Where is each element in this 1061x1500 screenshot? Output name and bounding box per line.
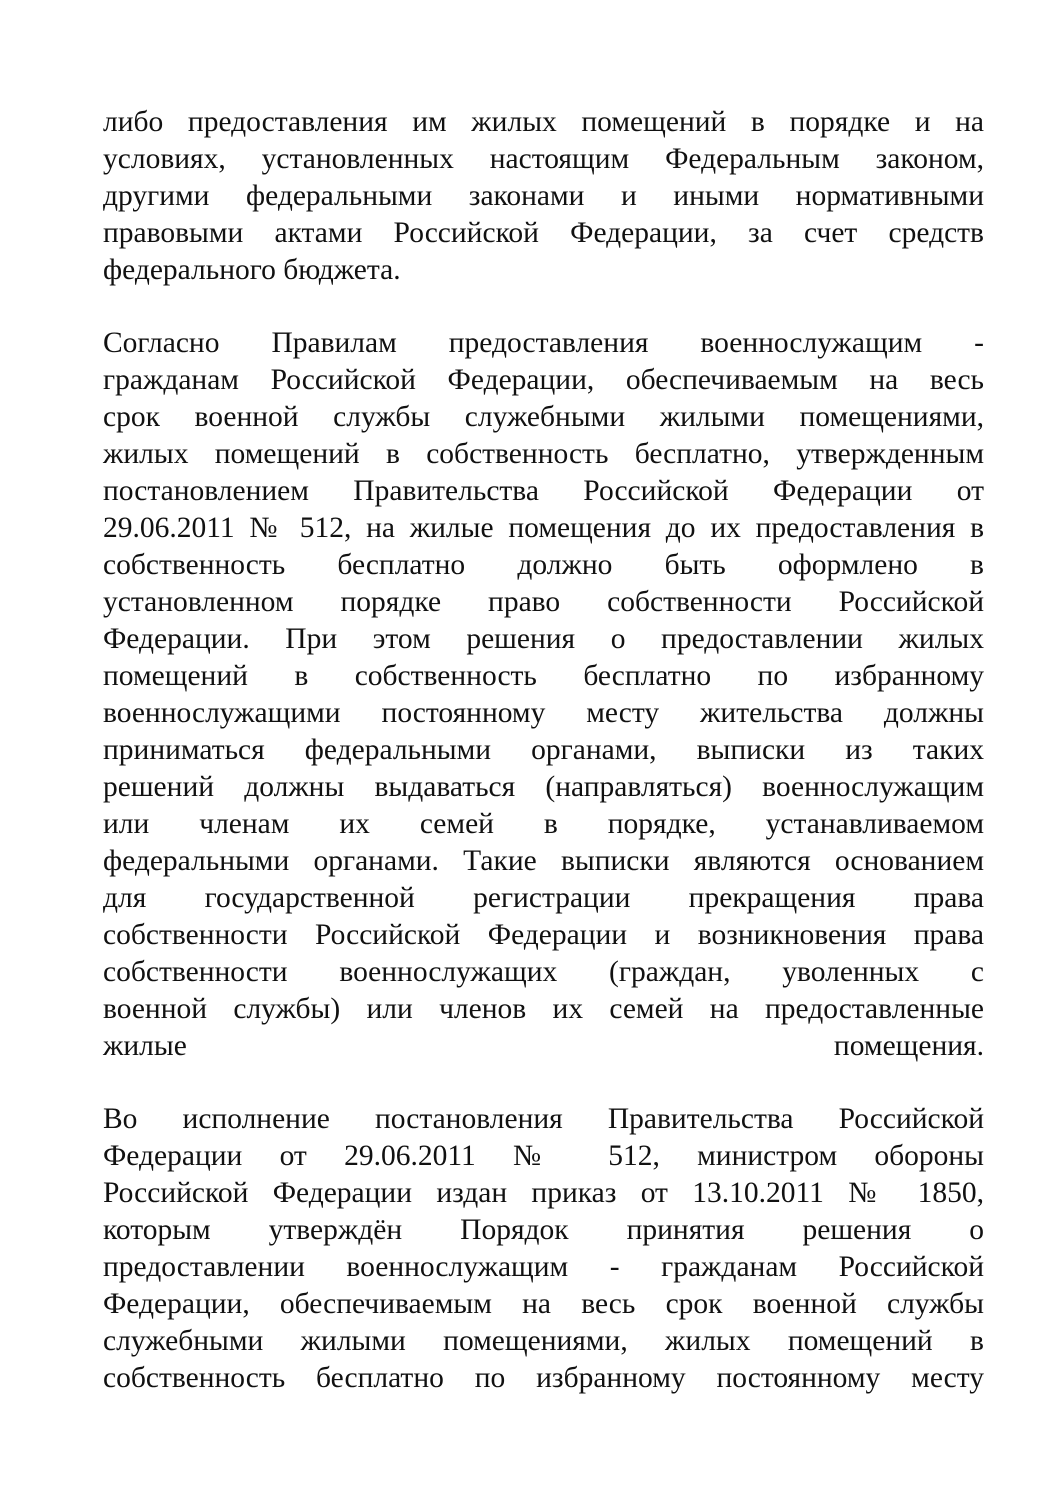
text-line: другими федеральными законами и иными нормативными [103, 180, 984, 212]
text-line: федерального бюджета. [103, 254, 401, 286]
text-line: Российской Федерации издан приказ от 13.10.2011 № 1850, [103, 1177, 984, 1209]
text-line: предоставлении военнослужащим - гражданам Российской [103, 1251, 984, 1283]
text-line: приниматься федеральными органами, выписки из таких [103, 734, 984, 766]
text-line: собственности Российской Федерации и возникновения права [103, 919, 984, 951]
paragraph-1 [103, 104, 984, 289]
text-line: которым утверждён Порядок принятия решения о [103, 1214, 984, 1246]
text-line: установленном порядке право собственности Российской [103, 586, 984, 618]
text-line: собственность бесплатно по избранному постоянному месту [103, 1362, 984, 1394]
text-line: для государственной регистрации прекращения права [103, 882, 984, 914]
text-line: федеральными органами. Такие выписки являются основанием [103, 845, 984, 877]
text-line: Федерации от 29.06.2011 № 512, министром обороны [103, 1140, 984, 1172]
text-line: правовыми актами Российской Федерации, за счет средств [103, 217, 984, 249]
text-line: Согласно Правилам предоставления военнослужащим - [103, 327, 984, 359]
text-line: либо предоставления им жилых помещений в порядке и на [103, 106, 984, 138]
text-line: Федерации. При этом решения о предоставлении жилых [103, 623, 984, 655]
paragraph-3 [103, 1101, 984, 1397]
text-line: служебными жилыми помещениями, жилых помещений в [103, 1325, 984, 1357]
text-line: жилых помещений в собственность бесплатно, утвержденным [103, 438, 984, 470]
text-line: гражданам Российской Федерации, обеспечиваемым на весь [103, 364, 984, 396]
text-line: военной службы) или членов их семей на предоставленные [103, 993, 984, 1025]
text-line: помещений в собственность бесплатно по избранному [103, 660, 984, 692]
text-line: собственности военнослужащих (граждан, уволенных с [103, 956, 984, 988]
text-line: или членам их семей в порядке, устанавливаемом [103, 808, 984, 840]
text-line: 29.06.2011 № 512, на жилые помещения до их предоставления в [103, 512, 984, 544]
text-line: срок военной службы служебными жилыми помещениями, [103, 401, 984, 433]
text-line: военнослужащими постоянному месту жительства должны [103, 697, 984, 729]
text-line: Федерации, обеспечиваемым на весь срок военной службы [103, 1288, 984, 1320]
text-line: решений должны выдаваться (направляться) военнослужащим [103, 771, 984, 803]
paragraph-2 [103, 325, 984, 1065]
text-line: условиях, установленных настоящим Федеральным законом, [103, 143, 984, 175]
text-line: Во исполнение постановления Правительства Российской [103, 1103, 984, 1135]
text-line: жилые помещения. [103, 1030, 984, 1062]
text-line: собственность бесплатно должно быть оформлено в [103, 549, 984, 581]
text-line: постановлением Правительства Российской Федерации от [103, 475, 984, 507]
